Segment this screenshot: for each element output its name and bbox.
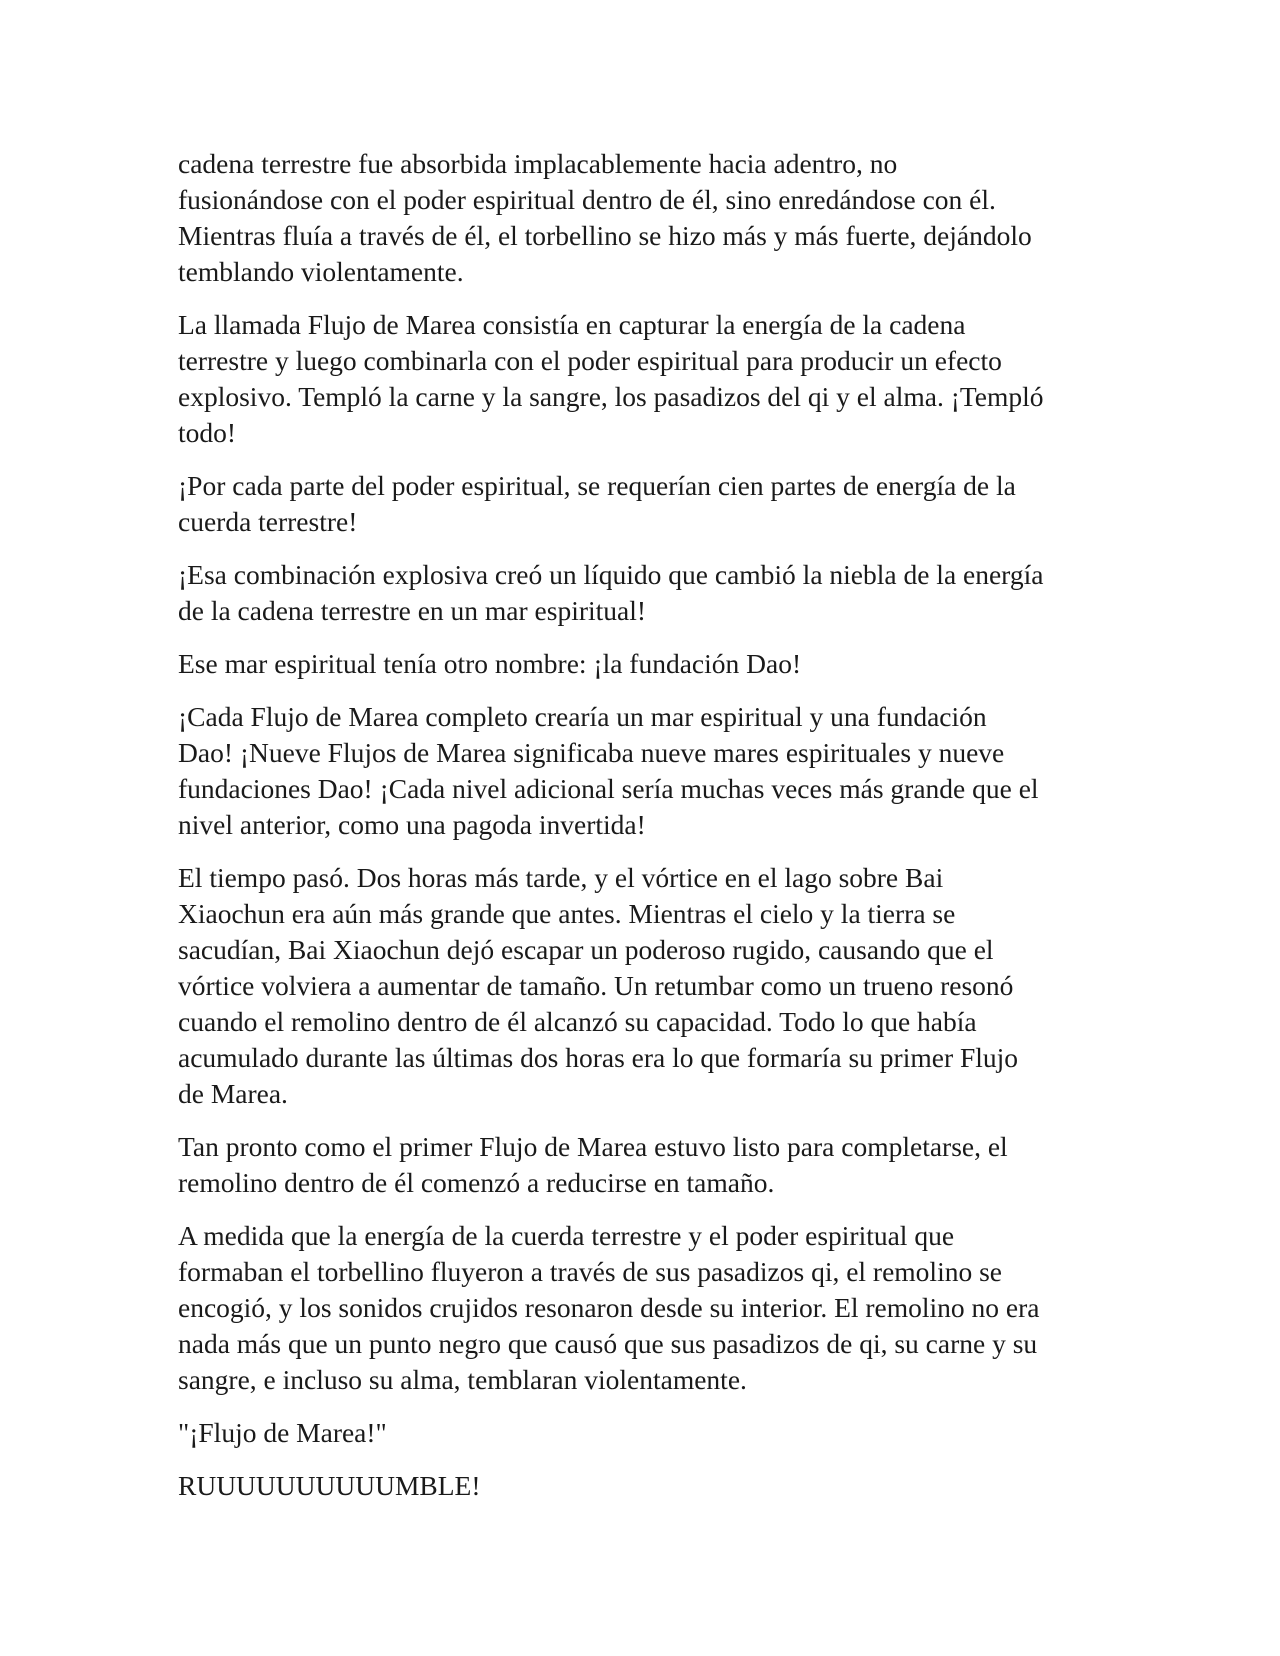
document-body [178, 146, 1118, 1521]
paragraph-10: "¡Flujo de Marea!" [178, 1417, 387, 1448]
paragraph-3: ¡Por cada parte del poder espiritual, se requerían cien partes de energía de la cuerda terrestre! [178, 470, 1016, 537]
paragraph-11: RUUUUUUUUUUMBLE! [178, 1470, 481, 1501]
paragraph-4: ¡Esa combinación explosiva creó un líquido que cambió la niebla de la energía de la cadena terrestre en un mar espiritual! [178, 559, 1044, 626]
paragraph-2: La llamada Flujo de Marea consistía en capturar la energía de la cadena terrestre y luego combinarla con el poder espiritual para producir un efecto explosivo. Templó la carne y la sangre, los pasadizos del qi y el alma. ¡Templó todo! [178, 309, 1044, 448]
paragraph-6: ¡Cada Flujo de Marea completo crearía un mar espiritual y una fundación Dao! ¡Nueve Flujos de Marea significaba nueve mares espirituales y nueve fundaciones Dao! ¡Cada nivel adicional sería muchas veces más grande que el nivel anterior, como una pagoda invertida! [178, 701, 1039, 840]
paragraph-1: cadena terrestre fue absorbida implacablemente hacia adentro, no fusionándose con el poder espiritual dentro de él, sino enredándose con él. Mientras fluía a través de él, el torbellino se hizo más y más fuerte, dejándolo temblando violentamente. [178, 148, 1032, 287]
paragraph-7: El tiempo pasó. Dos horas más tarde, y el vórtice en el lago sobre Bai Xiaochun era aún más grande que antes. Mientras el cielo y la tierra se sacudían, Bai Xiaochun dejó escapar un poderoso rugido, causando que el vórtice volviera a aumentar de tamaño. Un retumbar como un trueno resonó cuando el remolino dentro de él alcanzó su capacidad. Todo lo que había acumulado durante las últimas dos horas era lo que formaría su primer Flujo de Marea. [178, 862, 1019, 1109]
paragraph-9: A medida que la energía de la cuerda terrestre y el poder espiritual que formaban el torbellino fluyeron a través de sus pasadizos qi, el remolino se encogió, y los sonidos crujidos resonaron desde su interior. El remolino no era nada más que un punto negro que causó que sus pasadizos de qi, su carne y su sangre, e incluso su alma, temblaran violentamente. [178, 1220, 1040, 1395]
paragraph-5: Ese mar espiritual tenía otro nombre: ¡la fundación Dao! [178, 648, 802, 679]
paragraph-8: Tan pronto como el primer Flujo de Marea estuvo listo para completarse, el remolino dentro de él comenzó a reducirse en tamaño. [178, 1131, 1008, 1198]
